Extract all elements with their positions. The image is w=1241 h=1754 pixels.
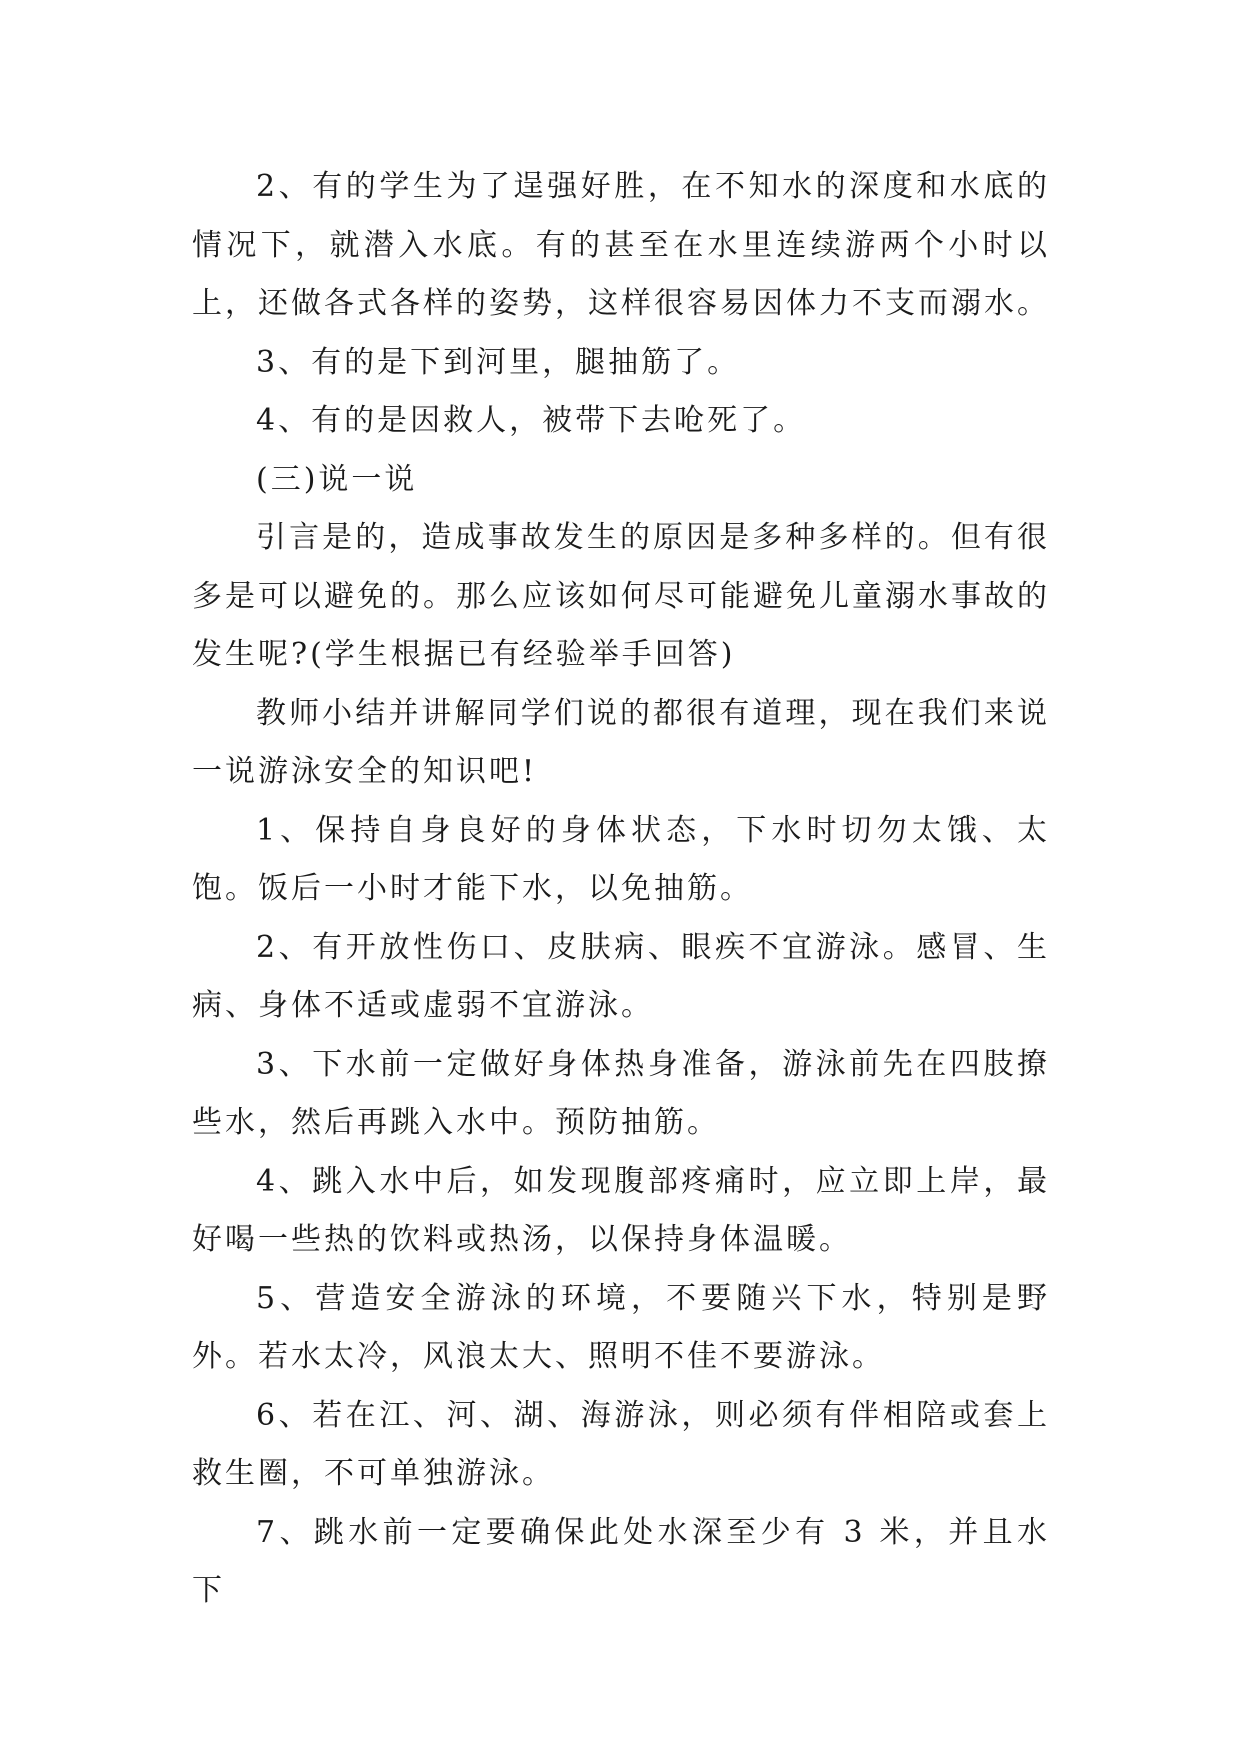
paragraph-intro: 引言是的，造成事故发生的原因是多种多样的。但有很多是可以避免的。那么应该如何尽可能避免儿童溺水事故的发生呢?(学生根据已有经验举手回答)	[192, 520, 1050, 672]
paragraph-tip-1: 1、保持自身良好的身体状态，下水时切勿太饿、太饱。饭后一小时才能下水，以免抽筋。	[192, 812, 1050, 906]
paragraph-tip-4: 4、跳入水中后，如发现腹部疼痛时，应立即上岸，最好喝一些热的饮料或热汤，以保持身体温暖。	[192, 1163, 1050, 1257]
paragraph-tip-7: 7、跳水前一定要确保此处水深至少有 3 米，并且水下	[192, 1514, 1050, 1608]
paragraph-tip-3: 3、下水前一定做好身体热身准备，游泳前先在四肢撩些水，然后再跳入水中。预防抽筋。	[192, 1046, 1050, 1140]
paragraph-reason-3: 3、有的是下到河里，腿抽筋了。	[256, 344, 741, 380]
paragraph-teacher-summary: 教师小结并讲解同学们说的都很有道理，现在我们来说一说游泳安全的知识吧!	[192, 695, 1050, 789]
paragraph-tip-5: 5、营造安全游泳的环境，不要随兴下水，特别是野外。若水太冷，风浪太大、照明不佳不要游泳。	[192, 1280, 1050, 1374]
paragraph-reason-2: 2、有的学生为了逞强好胜，在不知水的深度和水底的情况下，就潜入水底。有的甚至在水里连续游两个小时以上，还做各式各样的姿势，这样很容易因体力不支而溺水。	[192, 169, 1050, 321]
paragraph-reason-4: 4、有的是因救人，被带下去呛死了。	[256, 403, 807, 438]
document-body	[192, 158, 1050, 1621]
section-heading: (三)说一说	[256, 461, 418, 497]
paragraph-tip-2: 2、有开放性伤口、皮肤病、眼疾不宜游泳。感冒、生病、身体不适或虚弱不宜游泳。	[192, 929, 1050, 1023]
paragraph-tip-6: 6、若在江、河、湖、海游泳，则必须有伴相陪或套上救生圈，不可单独游泳。	[192, 1397, 1050, 1491]
